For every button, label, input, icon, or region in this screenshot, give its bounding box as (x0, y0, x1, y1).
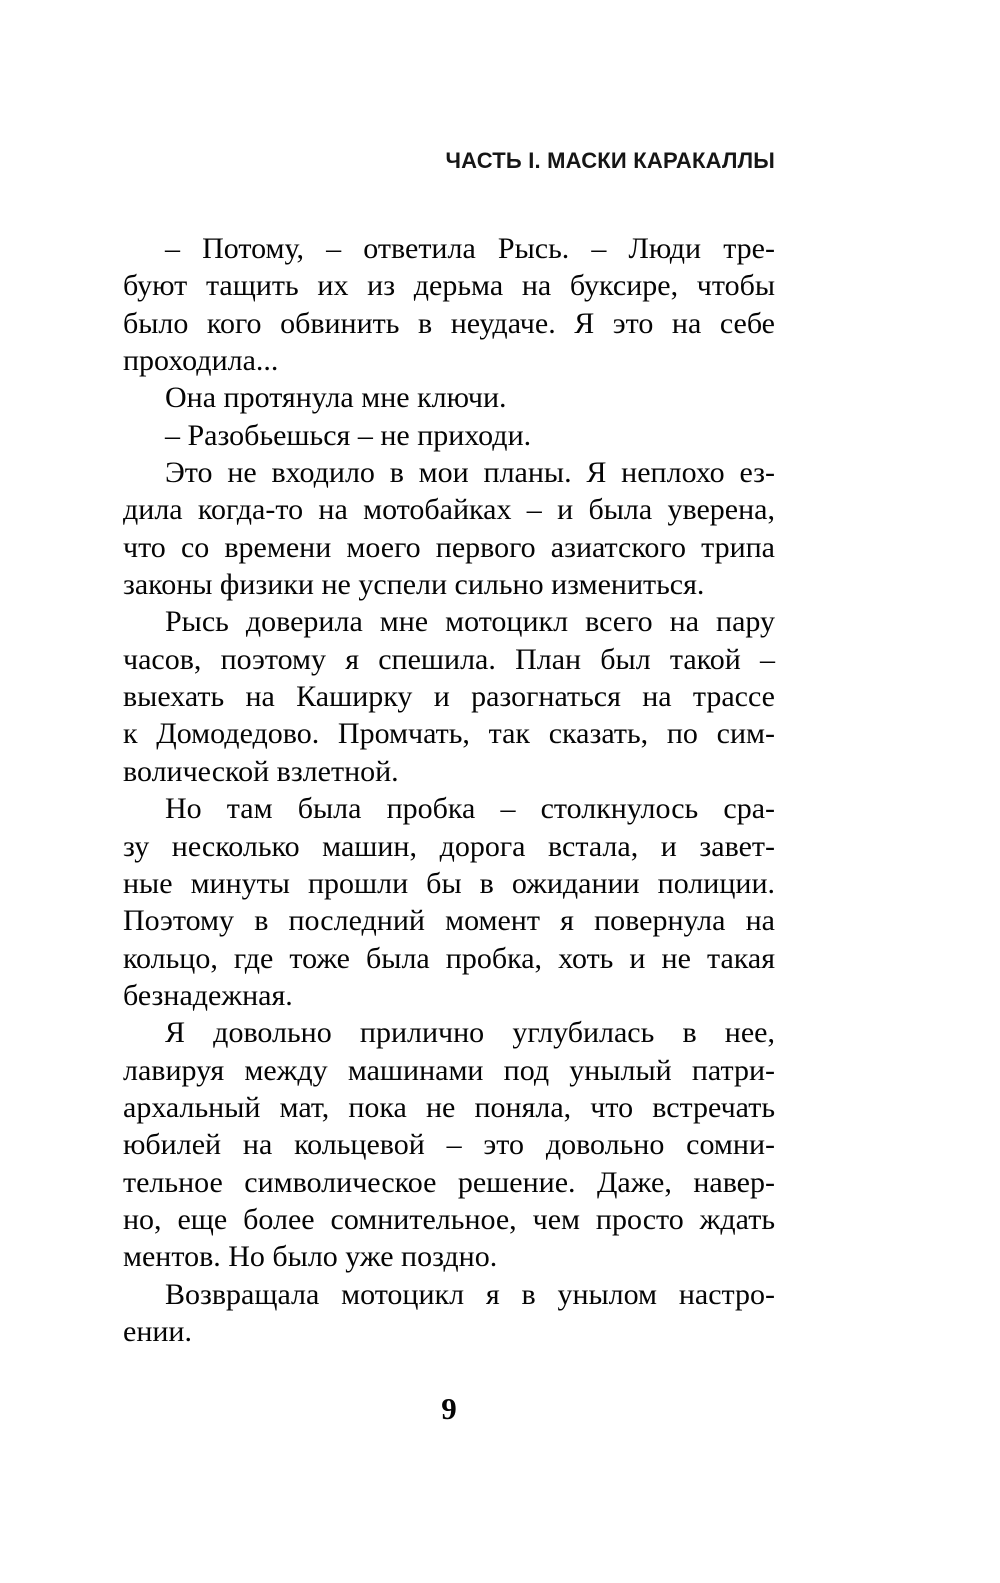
text-line: что со времени моего первого азиатского трипа (123, 530, 775, 564)
text-line: ментов. Но было уже поздно. (123, 1240, 498, 1274)
text-line: лавируя между машинами под унылый патри- (123, 1053, 775, 1087)
text-line: Это не входило в мои планы. Я неплохо ез- (165, 456, 775, 490)
text-line: – Потому, – ответила Рысь. – Люди тре- (165, 232, 775, 265)
text-line: но, еще более сомнительное, чем просто ждать (123, 1202, 775, 1236)
text-line: Она протянула мне ключи. (165, 381, 507, 415)
text-line: Я довольно прилично углубилась в нее, (165, 1016, 775, 1050)
text-line: зу несколько машин, дорога встала, и завет- (123, 829, 775, 863)
text-line: Рысь доверила мне мотоцикл всего на пару (165, 605, 775, 639)
text-line: буют тащить их из дерьма на буксире, чтобы (123, 269, 775, 303)
page-number: 9 (441, 1391, 457, 1426)
text-line: безнадежная. (123, 978, 293, 1012)
text-line: юбилей на кольцевой – это довольно сомни- (123, 1128, 775, 1162)
text-line: кольцо, где тоже была пробка, хоть и не такая (123, 941, 775, 975)
text-line: выехать на Каширку и разогнаться на трассе (123, 680, 775, 714)
text-line: часов, поэтому я спешила. План был такой – (123, 642, 775, 676)
text-line: законы физики не успели сильно измениться. (123, 568, 705, 602)
text-line: – Разобьешься – не приходи. (165, 418, 532, 452)
text-line: ении. (123, 1314, 192, 1348)
text-line: Но там была пробка – столкнулось сра- (165, 792, 775, 826)
text-line: Возвращала мотоцикл я в унылом настро- (165, 1277, 775, 1311)
text-line: было кого обвинить в неудаче. Я это на себе (123, 306, 775, 340)
text-line: архальный мат, пока не поняла, что встречать (123, 1090, 775, 1124)
text-line: к Домодедово. Промчать, так сказать, по сим- (123, 717, 775, 751)
text-line: ные минуты прошли бы в ожидании полиции. (123, 866, 775, 900)
text-line: волической взлетной. (123, 754, 399, 788)
body-text (123, 230, 775, 1350)
running-header: ЧАСТЬ I. МАСКИ КАРАКАЛЛЫ (445, 148, 775, 173)
text-line: Поэтому в последний момент я повернула на (123, 904, 775, 938)
text-line: дила когда-то на мотобайках – и была уверена, (123, 493, 775, 527)
text-line: проходила... (123, 344, 279, 378)
text-line: тельное символическое решение. Даже, навер- (123, 1165, 775, 1199)
